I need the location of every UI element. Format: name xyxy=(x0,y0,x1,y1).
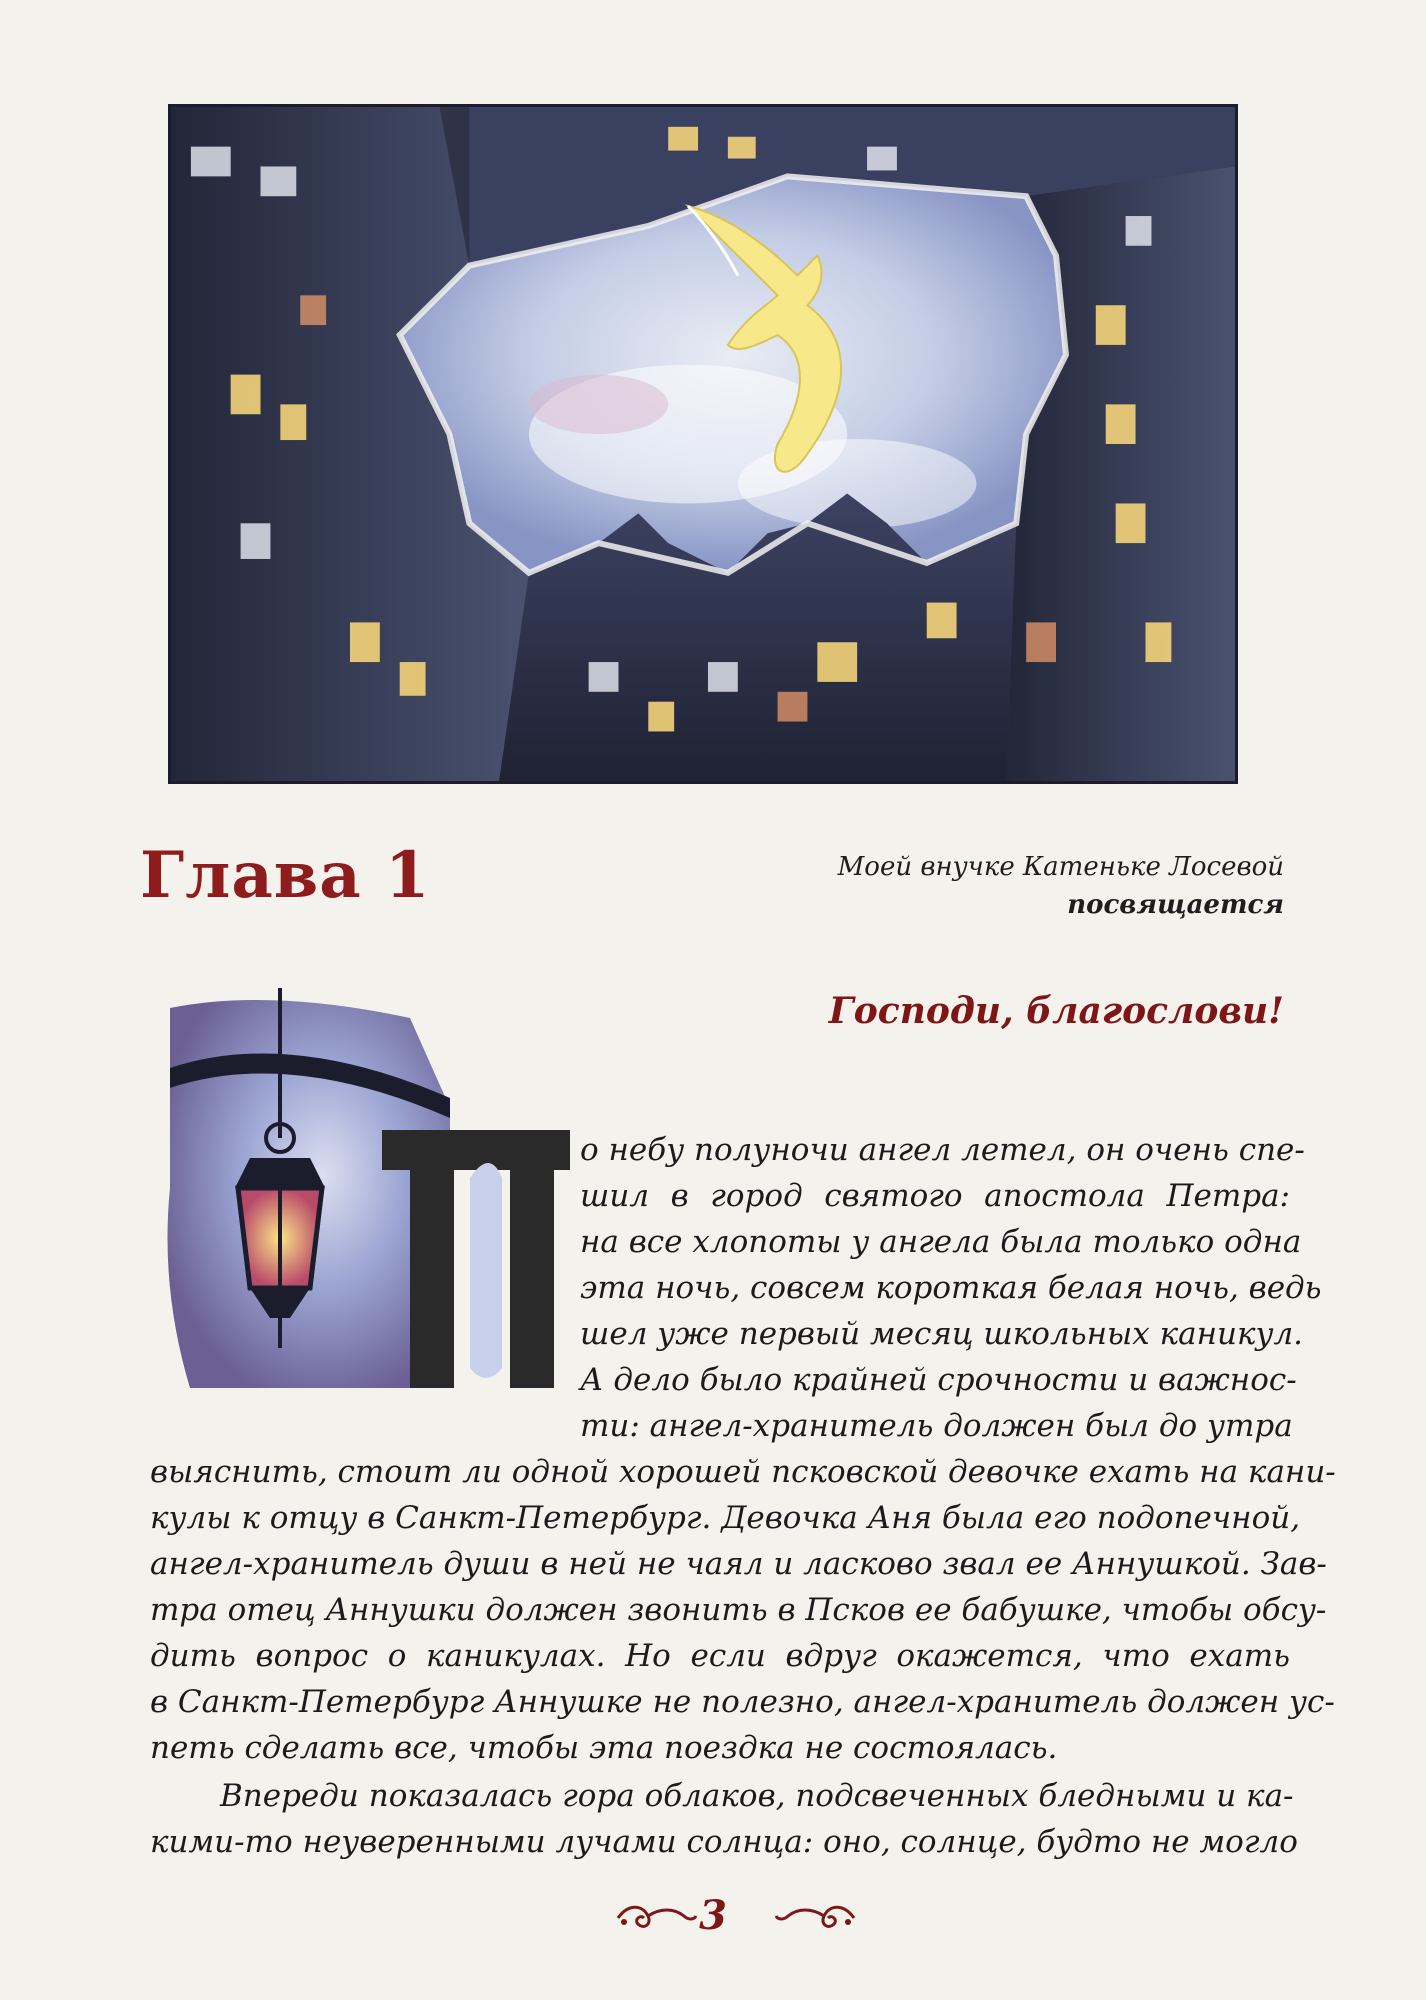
blessing-heading: Господи, благослови! xyxy=(828,990,1284,1032)
angel-over-city-illustration xyxy=(171,107,1235,781)
dedication-line: посвящается xyxy=(1067,890,1284,920)
right-ornament-icon xyxy=(774,1900,858,1934)
chapter-illustration xyxy=(168,104,1238,784)
body-line: ти: ангел-хранитель должен был до утра xyxy=(580,1408,1293,1444)
body-line: петь сделать все, чтобы эта поездка не состоялась. xyxy=(150,1730,1058,1766)
body-line: кулы к отцу в Санкт-Петербург. Девочка Аня была его подопечной, xyxy=(150,1500,1301,1536)
drop-cap-letter xyxy=(378,1130,568,1430)
dedication xyxy=(724,848,1284,924)
body-line: дить вопрос о каникулах. Но если вдруг окажется, что ехать xyxy=(150,1638,1290,1674)
dedication-line: Моей внучке Катеньке Лосевой xyxy=(837,852,1284,882)
body-line: А дело было крайней срочности и важнос- xyxy=(580,1362,1297,1398)
body-line: шел уже первый месяц школьных каникул. xyxy=(580,1316,1304,1352)
body-line: о небу полуночи ангел летел, он очень спе- xyxy=(580,1132,1305,1168)
body-line: выяснить, стоит ли одной хорошей псковской девочке ехать на кани- xyxy=(150,1454,1336,1490)
page-number: 3 xyxy=(699,1892,727,1939)
body-line: эта ночь, совсем короткая белая ночь, ведь xyxy=(580,1270,1322,1306)
body-line: на все хлопоты у ангела была только одна xyxy=(580,1224,1302,1260)
body-line: шил в город святого апостола Петра: xyxy=(580,1178,1290,1214)
body-line: в Санкт-Петербург Аннушке не полезно, ангел-хранитель должен ус- xyxy=(150,1684,1335,1720)
body-line: ангел-хранитель души в ней не чаял и ласково звал ее Аннушкой. Зав- xyxy=(150,1546,1327,1582)
body-line: тра отец Аннушки должен звонить в Псков ее бабушке, чтобы обсу- xyxy=(150,1592,1327,1628)
body-line: кими-то неуверенными лучами солнца: оно, солнце, будто не могло xyxy=(150,1824,1298,1860)
chapter-title: Глава 1 xyxy=(140,838,431,913)
body-line: Впереди показалась гора облаков, подсвеченных бледными и ка- xyxy=(220,1778,1294,1814)
